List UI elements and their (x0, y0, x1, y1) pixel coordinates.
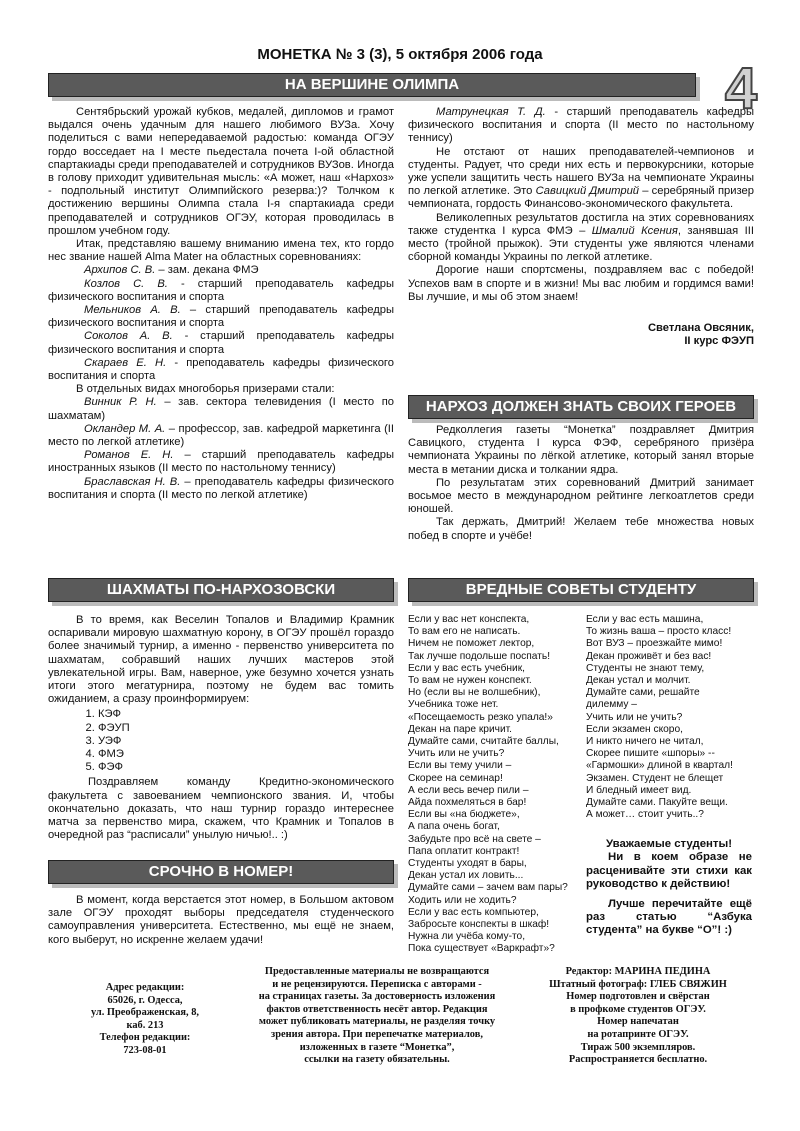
poem-line: Если экзамен скоро, (586, 723, 683, 735)
author-name: Светлана Овсяник, (647, 322, 754, 335)
olymp-col-left (48, 106, 394, 502)
page-number-4 (700, 60, 782, 112)
poem-line: Айда похмеляться в бар! (408, 797, 527, 809)
poem-line: И никто ничего не читал, (586, 736, 704, 748)
address-line: ул. Преображенская, 8, (90, 1007, 200, 1019)
poem-line: Скорее пишите «шпоры» -- (586, 748, 715, 760)
poem-line: Забудьте про всё на свете – (408, 833, 541, 845)
person-row: Мельников А. В. – старший преподаватель кафедры физического воспитания и спорта (48, 304, 394, 330)
poem-line: А если весь вечер пили – (408, 784, 529, 796)
address-line: каб. 213 (126, 1019, 164, 1031)
person-row: Соколов А. В. - старший преподаватель кафедры физического воспитания и спорта (48, 330, 394, 356)
poem-line: Вот ВУЗ – проезжайте мимо! (586, 638, 723, 650)
winner-row: Романов Е. Н. – старший преподаватель кафедры иностранных языков (II место по настольному теннису) (48, 449, 394, 475)
poem-line: Пока существует «Варкрафт»? (408, 943, 555, 955)
poem-line: Учить или не учить? (408, 748, 505, 760)
credits-line: Номер подготовлен и свёрстан (566, 991, 710, 1003)
poem-line: Так лучше подольше поспать! (408, 650, 551, 662)
person-row: Скараев Е. Н. - преподаватель кафедры физического воспитания и спорта (48, 356, 394, 383)
poem-line: Думайте сами, решайте (586, 687, 700, 699)
ranking-item: 2. ФЭУП (98, 722, 394, 735)
winner-row: Окландер М. А. – профессор, зав. кафедрой маркетинга (II место по легкой атлетике) (48, 422, 395, 449)
poem-line: Учить или не учить? (586, 711, 683, 723)
notice-line: может публиковать материалы, не разделяя точку (258, 1016, 496, 1028)
poem-line: Экзамен. Студент не блещет (586, 772, 724, 784)
notice-line: ссылки на газету обязательны. (304, 1054, 450, 1066)
note-advice: Лучше перечитайте ещё раз статью “Азбука студента” на букве “О”! :) (586, 897, 752, 937)
credits-line: Тираж 500 экземпляров. (580, 1041, 696, 1053)
footer-credits (524, 966, 752, 1067)
address-line: Телефон редакции: (99, 1032, 191, 1044)
poem-line: Декан устал их ловить... (408, 870, 524, 882)
chess-text (48, 614, 394, 842)
notice-line: на страницах газеты. За достоверность изложения (258, 991, 496, 1003)
heroes-paragraph-3: Так держать, Дмитрий! Желаем тебе множества новых побед в спорте и учёбе! (408, 516, 754, 542)
section-title-advice: ВРЕДНЫЕ СОВЕТЫ СТУДЕНТУ (408, 578, 754, 602)
poem-line: Декан устал и молчит. (586, 675, 691, 687)
poem-line: Если у вас есть машина, (586, 614, 704, 625)
winner-row: Матрунецкая Т. Д. - старший преподаватель кафедры физического воспитания и спорта (II место по настольному теннису) (408, 106, 754, 145)
section-title-urgent: СРОЧНО В НОМЕР! (48, 860, 394, 884)
address-line: 65026, г. Одесса, (107, 994, 183, 1006)
poem-line: Учебника тоже нет. (408, 699, 499, 711)
heroes-paragraph-1: Редколлегия газеты “Монетка” поздравляет Дмитрия Савицкого, студента I курса ФЭФ, серебряного призёра чемпионата Украины по лёгкой атлетике, который занял вторые места в метании диска и толкании ядра. (408, 424, 754, 476)
footer-notice (236, 966, 518, 1067)
notice-line: и не рецензируются. Переписка с авторами - (272, 978, 482, 990)
poem-line: Папа оплатит контракт! (408, 845, 520, 857)
winner-row: Браславская Н. В. – преподаватель кафедры физического воспитания и спорта (II место по легкой атлетике) (48, 475, 394, 501)
notice-line: изложенных в газете “Монетка”, (299, 1041, 455, 1053)
poem-line: Если у вас нет конспекта, (408, 614, 530, 625)
poem-right (586, 614, 756, 821)
poem-line: «Гармошки» длиной в квартал! (586, 760, 733, 772)
poem-line: Декан на паре кричит. (408, 723, 513, 735)
person-row: Архипов С. В. – зам. декана ФМЭ (84, 264, 259, 277)
olymp-paragraph-1: Сентябрьский урожай кубков, медалей, дипломов и грамот выдался очень удачным для нашего любимого ВУЗа. Хочу поделиться с вами непередаваемой радостью: команда ОГЭУ гордо восседает на I месте пьедестала почета I-ой областной спартакиады среди преподавателей и сотрудников ВУЗов. Иногда в голову приходит удивительная мысль: «А может, наш «Нархоз» - подпольный институт Олимпийского резерва:)? Толчком к достижению вершины Олимпа стала I-я спартакиада среди преподавателей и сотрудников ОГЭУ, которая проводилась в прошлом учебном году. (48, 106, 394, 237)
chess-ranking (48, 708, 394, 774)
credits-line: на ротапринте ОГЭУ. (587, 1028, 689, 1040)
poem-line: Ничем не поможет лектор, (408, 638, 535, 650)
poem-line: Нужна ли учёба кому-то, (408, 931, 526, 943)
chess-paragraph-2: Поздравляем команду Кредитно-экономического факультета с завоеванием чемпионского звания. И, чтобы окончательно доказать, что наш турнир гораздо интереснее матча за первенство мира, скажем, что Крамник и Топалов в очередной раз “расписали” унылую ничью!.. :) (48, 776, 394, 842)
poem-line: Думайте сами. Пакуйте вещи. (586, 797, 728, 809)
address-line: Адрес редакции: (105, 982, 185, 993)
poem-line: Студенты уходят в бары, (408, 858, 527, 870)
advice-note (586, 838, 752, 938)
ranking-item: 4. ФМЭ (98, 748, 394, 761)
winner-row: Винник Р. Н. – зав. сектора телевидения (I место по шахматам) (48, 396, 394, 422)
poem-line: Думайте сами – зачем вам пары? (408, 882, 568, 894)
poem-line: Если вы «на бюджете», (408, 809, 520, 821)
notice-line: фактов ответственность несёт автор. Редакция (266, 1003, 488, 1015)
poem-line: «Посещаемость резко упала!» (408, 711, 553, 723)
credits-line: Штатный фотограф: ГЛЕБ СВЯЖИН (549, 978, 727, 990)
chess-paragraph-1: В то время, как Веселин Топалов и Владимир Крамник оспаривали мировую шахматную корону, в ОГЭУ прошёл гораздо более значимый турнир, а именно - первенство университета по шахматам, собравший наших лучших мастеров этой увлекательной игры. Вам, наверное, уже безумно хочется узнать итоги этого мегатурнира, поэтому не будем вас томить ожиданием, а сразу проинформируем: (48, 614, 394, 706)
address-line: 723-08-01 (123, 1044, 167, 1056)
ranking-item: 5. ФЭФ (98, 761, 394, 774)
ranking-item: 1. КЭФ (98, 708, 394, 721)
poem-left (408, 614, 586, 956)
credits-line: Редактор: МАРИНА ПЕДИНА (565, 966, 711, 977)
poem-line: То вам его не написать. (408, 626, 521, 638)
poem-line: Если у вас есть компьютер, (408, 906, 539, 918)
svg-text:4: 4 (724, 60, 758, 112)
note-warning: Ни в коем образе не расценивайте эти стихи как руководство к действию! (586, 851, 752, 891)
section-title-heroes: НАРХОЗ ДОЛЖЕН ЗНАТЬ СВОИХ ГЕРОЕВ (408, 395, 754, 419)
notice-line: Предоставленные материалы не возвращаются (264, 966, 490, 977)
author-course: II курс ФЭУП (684, 335, 754, 348)
section-title-olymp: НА ВЕРШИНЕ ОЛИМПА (48, 73, 696, 97)
notice-line: зрения автора. При перепечатке материалов, (271, 1028, 483, 1040)
section-title-chess: ШАХМАТЫ ПО-НАРХОЗОВСКИ (48, 578, 394, 602)
heroes-text (408, 424, 754, 543)
credits-line: Номер напечатан (597, 1016, 679, 1028)
poem-line: Студенты не знают тему, (586, 662, 705, 674)
olymp-paragraph-3: В отдельных видах многоборья призерами стали: (76, 383, 335, 396)
poem-line: Но (если вы не волшебник), (408, 687, 541, 699)
poem-line: То жизнь ваша – просто класс! (586, 626, 732, 638)
poem-line: А папа очень богат, (408, 821, 500, 833)
olymp-col-right (408, 106, 754, 348)
olymp-paragraph-5: Великолепных результатов достигла на этих соревнованиях также студентка I курса ФМЭ – Шмалий Ксения, занявшая III место (тройной прыжок). Эти студенты уже являются членами сборной команды Украины по легкой атлетике. (408, 211, 754, 264)
poem-line: Если у вас есть учебник, (408, 662, 526, 674)
urgent-text (48, 894, 394, 947)
heroes-paragraph-2: По результатам этих соревнований Дмитрий занимает восьмое место в международном рейтинге легкоатлетов среди юношей. (408, 476, 754, 516)
poem-line: То вам не нужен конспект. (408, 675, 532, 687)
poem-line: Ходить или не ходить? (408, 894, 517, 906)
poem-line: Думайте сами, считайте баллы, (408, 736, 559, 748)
ranking-item: 3. УЭФ (98, 735, 394, 748)
poem-line: И бледный имеет вид. (586, 784, 692, 796)
issue-header: МОНЕТКА № 3 (3), 5 октября 2006 года (257, 46, 543, 63)
olymp-paragraph-2: Итак, представляю вашему вниманию имена тех, кто гордо нес звание нашей Alma Mater на областных соревнованиях: (48, 238, 394, 264)
olymp-paragraph-4: Не отстают от наших преподавателей-чемпионов и студенты. Радует, что среди них есть и первокурсники, которые уже успели защитить честь нашего ВУЗа на чемпионате Украины по легкой атлетике. Это Савицкий Дмитрий – серебряный призер чемпионата, гордость Финансово-экономического факультета. (408, 145, 754, 211)
credits-line: в профкоме студентов ОГЭУ. (570, 1003, 706, 1015)
poem-line: Скорее на семинар! (408, 772, 503, 784)
poem-line: дилемму – (586, 699, 637, 711)
note-greeting: Уважаемые студенты! (605, 838, 733, 850)
poem-line: А может… стоит учить..? (586, 809, 704, 821)
poem-line: Забросьте конспекты в шкаф! (408, 919, 550, 931)
person-row: Козлов С. В. - старший преподаватель кафедры физического воспитания и спорта (48, 277, 394, 303)
poem-line: Если вы тему учили – (408, 760, 512, 772)
credits-line: Распространяется бесплатно. (568, 1054, 708, 1066)
urgent-paragraph: В момент, когда верстается этот номер, в Большом актовом зале ОГЭУ проходят выборы председателя студенческого самоуправления университета. Естественно, мы ещё не знаем, кого выберут, но искренне желаем удачи! (48, 894, 394, 946)
olymp-paragraph-6: Дорогие наши спортсмены, поздравляем вас с победой! Успехов вам в спорте и в жизни! Мы вас любим и гордимся вами! Вы лучшие, и мы об этом знаем! (408, 264, 754, 303)
poem-line: Декан проживёт и без вас! (586, 650, 712, 662)
footer-address (60, 982, 230, 1058)
